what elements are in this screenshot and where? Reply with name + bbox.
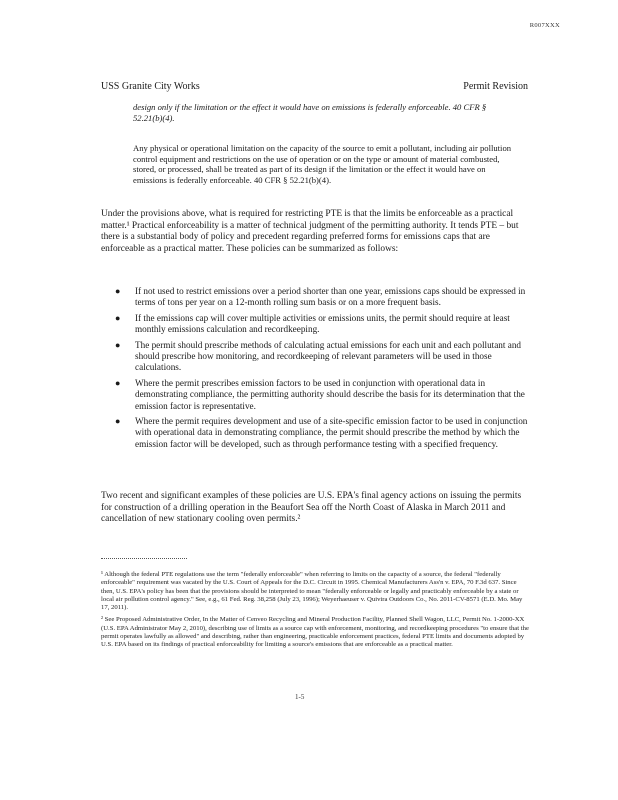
bullet-icon: ● bbox=[115, 312, 121, 323]
policy-bullet-list bbox=[101, 286, 531, 454]
bullet-text: Where the permit requires development and use of a site-specific emission factor to be used in conjunction with operational data in demonstrating compliance, the permit should prescribe the method by which the emission factor will be developed, such as through performance testing with a specified frequency. bbox=[135, 416, 528, 449]
list-item bbox=[101, 286, 531, 309]
list-item bbox=[101, 378, 531, 412]
bullet-text: If the emissions cap will cover multiple activities or emissions units, the permit should require at least monthly emissions calculation and recordkeeping. bbox=[135, 312, 510, 335]
footnote-2: ² See Proposed Administrative Order, In the Matter of Cenveo Recycling and Mineral Production Facility, Planned Shell Wagon, LLC, Permit No. 1-2000-XX (U.S. EPA Administrator May 2, 2010), describing use of limits as a source cap with enforcement, monitoring, and recordkeeping procedures "to ensure that the permit operates lawfully as allowed" and describing, rather than engineering, practicable enforcement practices, federal PTE limits and documents adopted by U.S. EPA based on its findings of practical enforceability for limiting a source's emissions that are enforceable as a practical matter. bbox=[101, 616, 529, 649]
header-facility-title: USS Granite City Works bbox=[101, 81, 200, 92]
block-quote-2: Any physical or operational limitation on the capacity of the source to emit a pollutant, including air pollution control equipment and restrictions on the use of operation or on the type or amount of material combusted, stored, or processed, shall be treated as part of its design if the limitation or the effect it would have on emissions is federally enforceable. 40 CFR § 52.21(b)(4). bbox=[133, 143, 512, 185]
list-item bbox=[101, 416, 531, 450]
bullet-icon: ● bbox=[115, 286, 121, 296]
footnotes-section bbox=[101, 571, 529, 654]
header-document-title: Permit Revision bbox=[463, 81, 528, 92]
page-number: 1-5 bbox=[295, 693, 305, 701]
body-paragraph-1: Under the provisions above, what is required for restricting PTE is that the limits be enforceable as a practical matter.¹ Practical enforceability is a matter of technical judgment of the permitting authority. It tends PTE – but there is a substantial body of policy and precedent regarding preferred forms for emissions caps that are enforceable as a practical matter. These policies can be summarized as follows: bbox=[101, 209, 519, 255]
bullet-text: If not used to restrict emissions over a period shorter than one year, emissions caps should be expressed in terms of tons per year on a 12-month rolling sum basis or on a more frequent basis. bbox=[135, 286, 526, 308]
bullet-text: Where the permit prescribes emission factors to be used in conjunction with operational data in demonstrating compliance, the permitting authority should describe the basis for its determination that the emission factor is representative. bbox=[135, 377, 525, 411]
footnote-1: ¹ Although the federal PTE regulations use the term "federally enforceable" when referring to limits on the capacity of a source, the federal "federally enforceable" requirement was vacated by the U.S. Court of Appeals for the D.C. Circuit in 1995. Chemical Manufacturers Ass'n v. EPA, 70 F.3d 637. Since then, U.S. EPA's policy has been that the provisions should be interpreted to mean "federally enforceable or legally and practicably enforceable by a state or local air pollution control agency." See, e.g., 61 Fed. Reg. 38,258 (July 23, 1996); Weyerhaeuser v. Quivira Outdoors Co., No. 2011-CV-8571 (E.D. Mo. May 17, 2011). bbox=[101, 571, 523, 612]
bates-number: R007XXX bbox=[529, 22, 560, 29]
block-quote-1: design only if the limitation or the effect it would have on emissions is federally enforceable. 40 CFR § 52.21(b)(4). bbox=[133, 102, 487, 123]
list-item bbox=[101, 340, 531, 374]
footnote-divider bbox=[101, 558, 187, 559]
list-item bbox=[101, 313, 531, 336]
bullet-icon: ● bbox=[115, 416, 121, 427]
bullet-icon: ● bbox=[115, 377, 121, 388]
bullet-icon: ● bbox=[115, 339, 121, 350]
bullet-text: The permit should prescribe methods of calculating actual emissions for each unit and each pollutant and should prescribe how monitoring, and recordkeeping of relevant parameters will be used in those calculations. bbox=[135, 339, 522, 373]
body-paragraph-2: Two recent and significant examples of these policies are U.S. EPA's final agency actions on issuing the permits for construction of a drilling operation in the Beaufort Sea off the North Coast of Alaska in March 2011 and cancellation of new stationary cooling oven permits.² bbox=[101, 491, 522, 525]
